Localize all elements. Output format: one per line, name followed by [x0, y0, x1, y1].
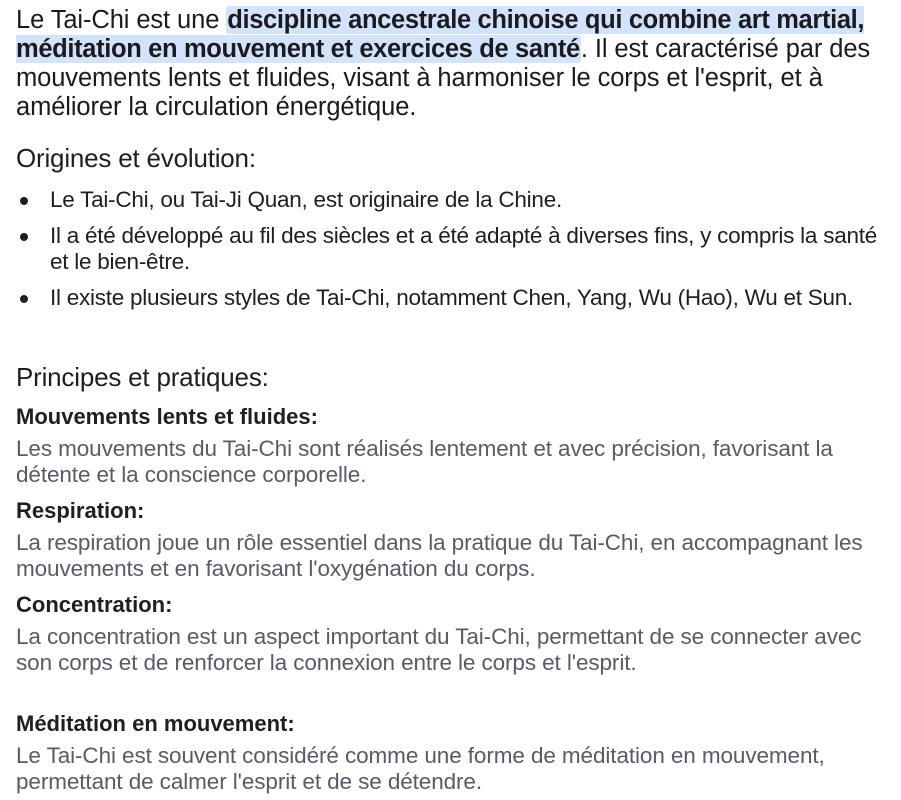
list-item: Le Tai-Chi, ou Tai-Ji Quan, est originaire de la Chine.: [16, 187, 896, 213]
term-heading: Mouvements lents et fluides:: [16, 404, 318, 429]
term-heading: Concentration:: [16, 592, 173, 617]
origins-list: [16, 187, 896, 321]
list-item: Il a été développé au fil des siècles et a été adapté à diverses fins, y compris la santé et le bien-être.: [16, 223, 896, 275]
highlighted-text[interactable]: discipline ancestrale chinoise qui combine art martial, méditation en mouvement et exercices de santé: [16, 6, 865, 63]
intro-paragraph: [16, 6, 896, 122]
term-description: La concentration est un aspect important du Tai-Chi, permettant de se connecter avec son corps et de renforcer la connexion entre le corps et l'esprit.: [16, 624, 862, 675]
section-heading-principles: Principes et pratiques:: [16, 362, 269, 392]
term-description: Le Tai-Chi est souvent considéré comme une forme de méditation en mouvement, permettant de calmer l'esprit et de se détendre.: [16, 743, 825, 794]
intro-text: Le Tai-Chi est une: [16, 6, 227, 34]
term-heading: Respiration:: [16, 498, 145, 523]
term-description: La respiration joue un rôle essentiel dans la pratique du Tai-Chi, en accompagnant les mouvements et en favorisant l'oxygénation du corps.: [16, 530, 863, 581]
section-heading-origins: Origines et évolution:: [16, 143, 256, 173]
intro-text-continued: . Il est caractérisé par des mouvements lents et fluides, visant à harmoniser le corps et l'esprit, et à améliorer la circulation énergétique.: [16, 35, 871, 121]
term-description: Les mouvements du Tai-Chi sont réalisés lentement et avec précision, favorisant la détente et la conscience corporelle.: [16, 436, 833, 487]
list-item: Il existe plusieurs styles de Tai-Chi, notamment Chen, Yang, Wu (Hao), Wu et Sun.: [16, 285, 896, 311]
term-heading: Méditation en mouvement:: [16, 711, 295, 736]
